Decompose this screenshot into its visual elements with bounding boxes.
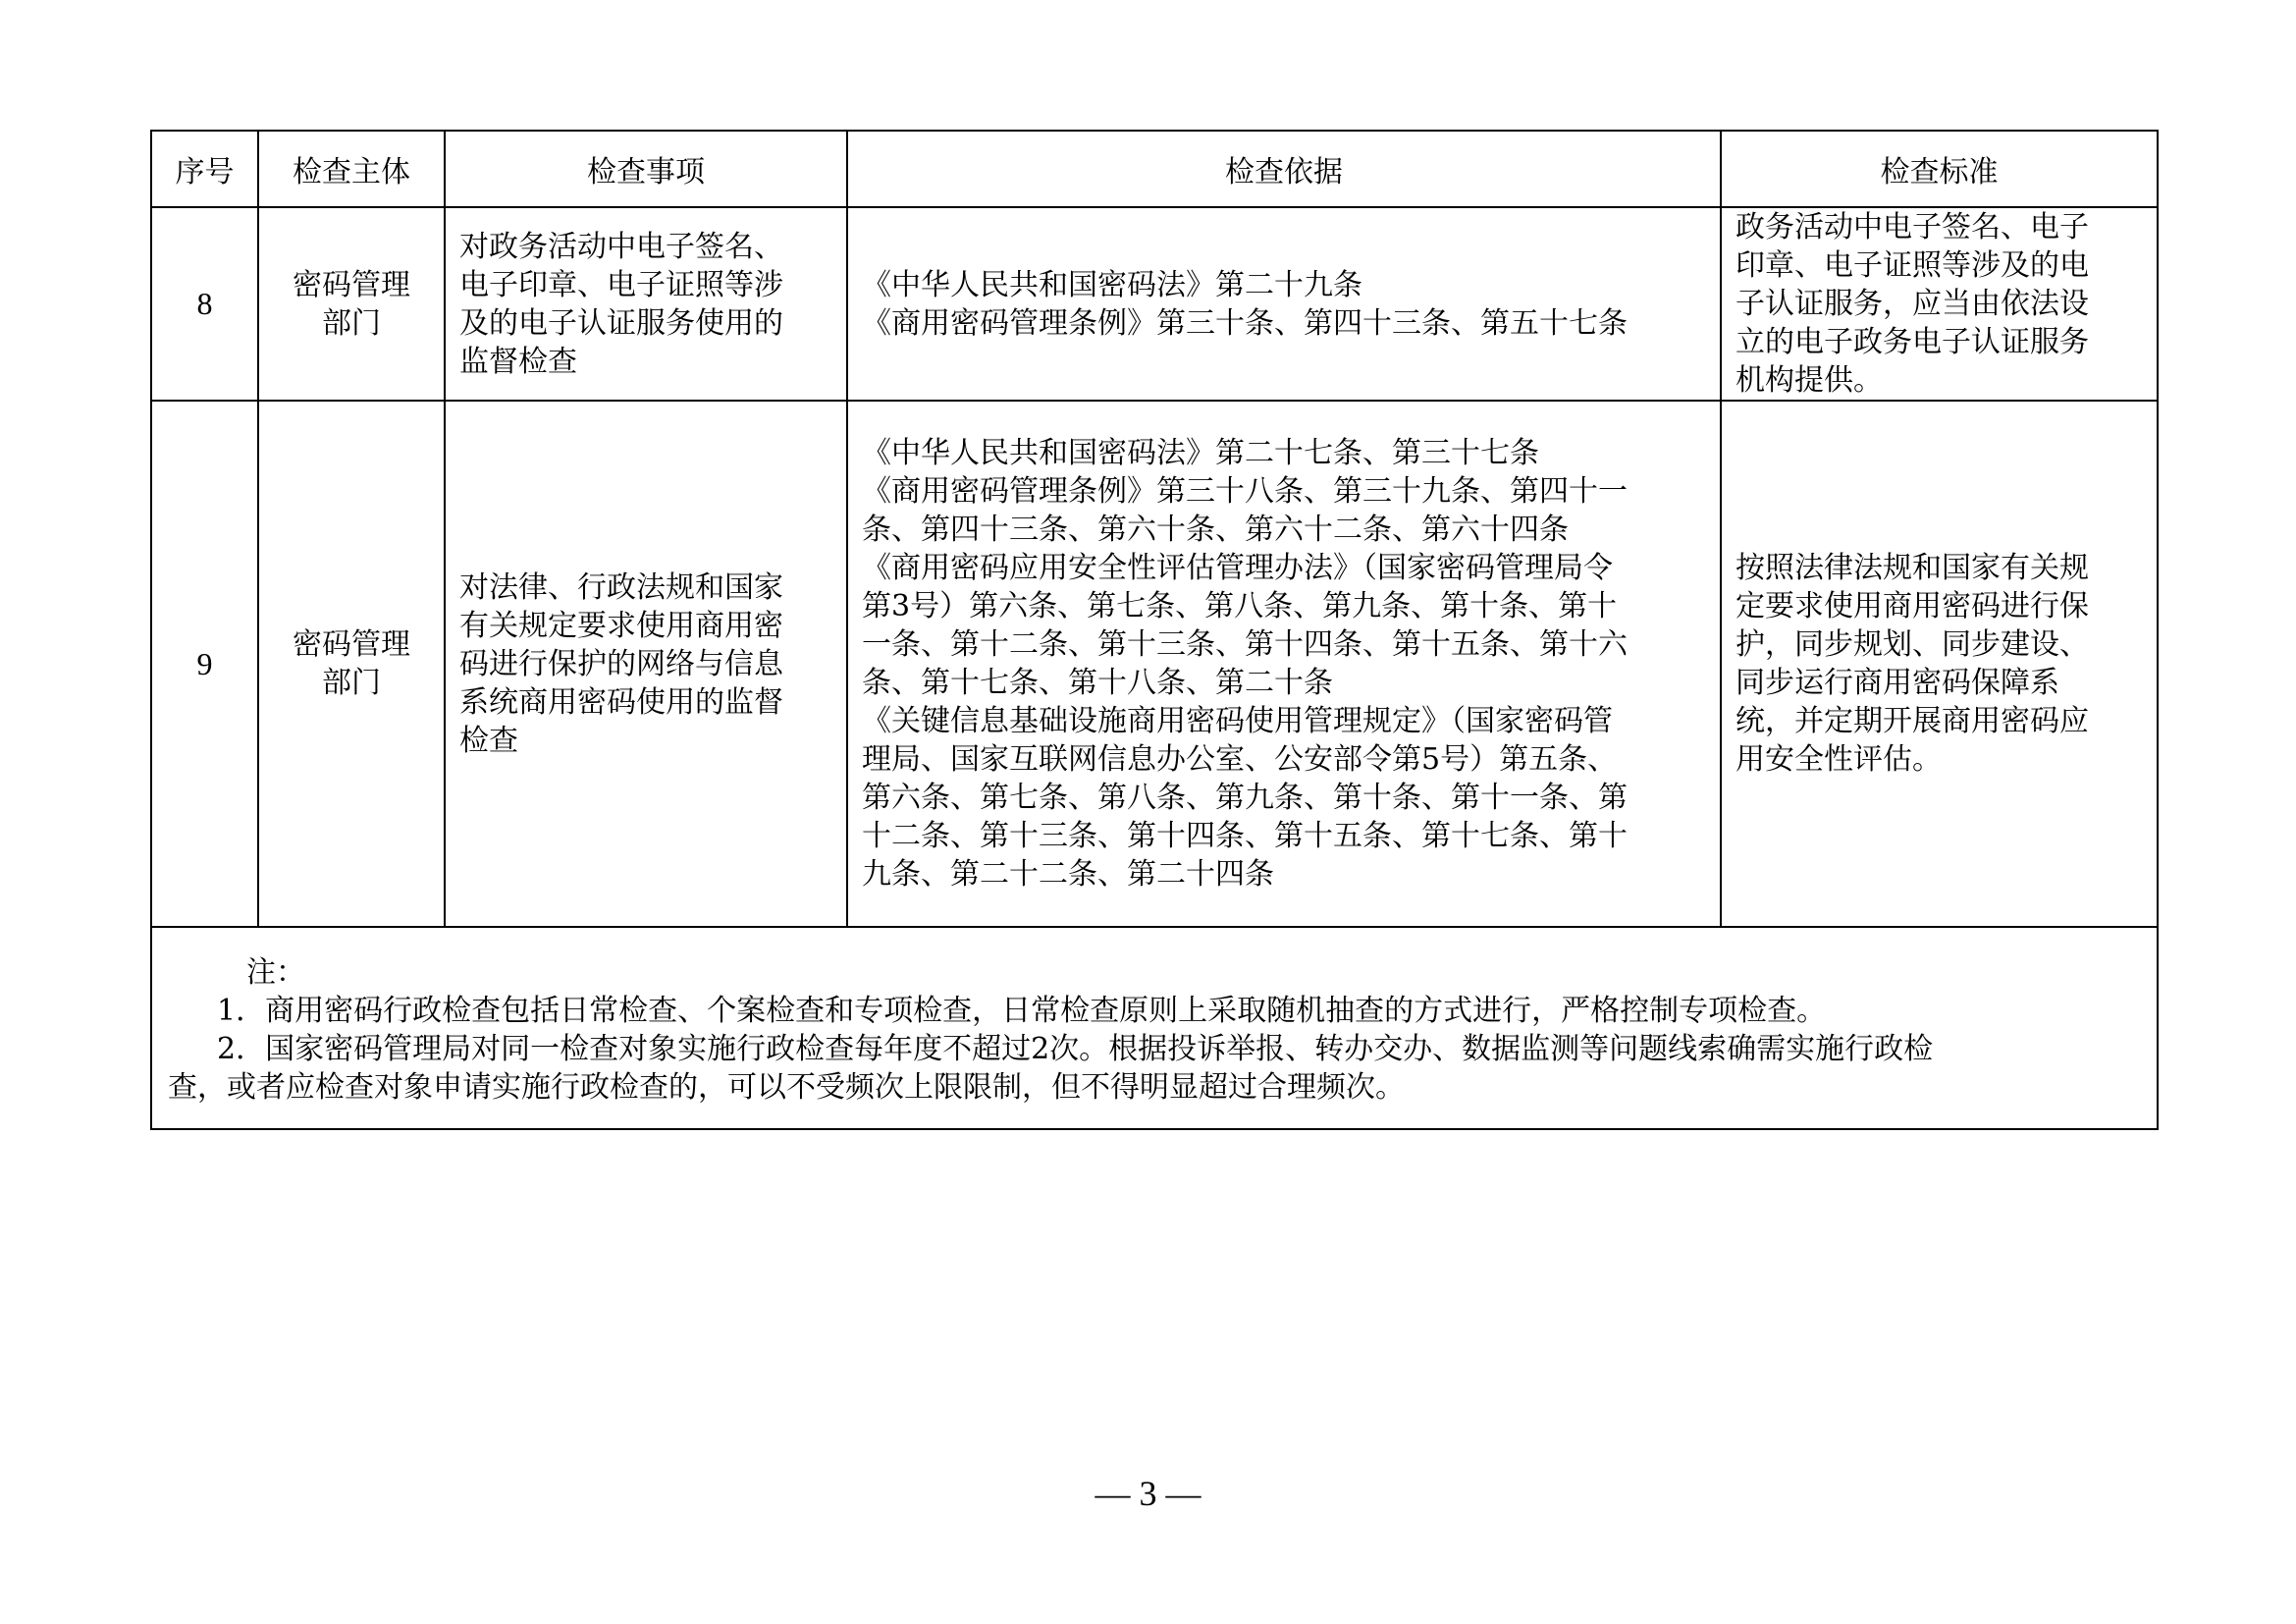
subject-line: 密码管理 bbox=[293, 267, 410, 302]
header-subject: 检查主体 bbox=[258, 131, 445, 207]
row-basis bbox=[847, 207, 1721, 401]
row-subject bbox=[258, 401, 445, 927]
basis-line: 《商用密码管理条例》第三十条、第四十三条、第五十七条 bbox=[862, 305, 1628, 341]
basis-line: 条、第十七条、第十八条、第二十条 bbox=[862, 666, 1333, 700]
table-row bbox=[151, 401, 2158, 927]
row-item bbox=[445, 401, 847, 927]
item-line: 有关规定要求使用商用密 bbox=[459, 608, 783, 643]
basis-line: 第3号）第六条、第七条、第八条、第九条、第十条、第十 bbox=[862, 589, 1618, 623]
header-item: 检查事项 bbox=[445, 131, 847, 207]
row-subject bbox=[258, 207, 445, 401]
standard-line: 机构提供。 bbox=[1735, 363, 1883, 398]
notes-cell bbox=[151, 927, 2158, 1129]
basis-line: 一条、第十二条、第十三条、第十四条、第十五条、第十六 bbox=[862, 627, 1628, 662]
header-basis: 检查依据 bbox=[847, 131, 1721, 207]
standard-line: 同步运行商用密码保障系 bbox=[1735, 666, 2059, 700]
basis-line: 条、第四十三条、第六十条、第六十二条、第六十四条 bbox=[862, 513, 1569, 547]
basis-line: 理局、国家互联网信息办公室、公安部令第5号）第五条、 bbox=[862, 742, 1618, 777]
item-line: 码进行保护的网络与信息 bbox=[459, 646, 783, 681]
table-row bbox=[151, 207, 2158, 401]
basis-line: 九条、第二十二条、第二十四条 bbox=[862, 857, 1274, 892]
item-line: 监督检查 bbox=[459, 344, 577, 379]
row-standard bbox=[1721, 207, 2158, 401]
subject-line: 部门 bbox=[322, 305, 381, 341]
standard-line: 立的电子政务电子认证服务 bbox=[1735, 325, 2089, 359]
basis-line: 《中华人民共和国密码法》第二十七条、第三十七条 bbox=[862, 436, 1539, 470]
header-no: 序号 bbox=[151, 131, 258, 207]
standard-line: 护，同步规划、同步建设、 bbox=[1735, 627, 2089, 662]
basis-line: 《商用密码管理条例》第三十八条、第三十九条、第四十一 bbox=[862, 474, 1628, 509]
basis-line: 《商用密码应用安全性评估管理办法》（国家密码管理局令 bbox=[862, 551, 1613, 585]
row-number: 9 bbox=[151, 401, 258, 927]
note-2-continued: 查，或者应检查对象申请实施行政检查的，可以不受频次上限限制，但不得明显超过合理频次。 bbox=[168, 1070, 1405, 1105]
table-header-row bbox=[151, 131, 2158, 207]
note-2: 2．国家密码管理局对同一检查对象实施行政检查每年度不超过2次。根据投诉举报、转办交办、数据监测等问题线索确需实施行政检 bbox=[217, 1032, 1934, 1066]
inspection-table bbox=[150, 130, 2159, 1130]
notes-row bbox=[151, 927, 2158, 1129]
basis-line: 第六条、第七条、第八条、第九条、第十条、第十一条、第 bbox=[862, 781, 1628, 815]
standard-line: 定要求使用商用密码进行保 bbox=[1735, 589, 2089, 623]
basis-line: 《关键信息基础设施商用密码使用管理规定》（国家密码管 bbox=[862, 704, 1613, 738]
row-number: 8 bbox=[151, 207, 258, 401]
item-line: 电子印章、电子证照等涉 bbox=[459, 267, 783, 302]
row-standard bbox=[1721, 401, 2158, 927]
standard-line: 子认证服务，应当由依法设 bbox=[1735, 287, 2089, 321]
item-line: 对政务活动中电子签名、 bbox=[459, 229, 783, 264]
notes-title: 注： bbox=[246, 955, 305, 990]
subject-line: 部门 bbox=[322, 666, 381, 700]
item-line: 及的电子认证服务使用的 bbox=[459, 305, 783, 341]
item-line: 检查 bbox=[459, 723, 518, 758]
inspection-table-container bbox=[150, 130, 2159, 1130]
standard-line: 统，并定期开展商用密码应 bbox=[1735, 704, 2089, 738]
standard-line: 按照法律法规和国家有关规 bbox=[1735, 551, 2089, 585]
row-item bbox=[445, 207, 847, 401]
standard-line: 政务活动中电子签名、电子 bbox=[1735, 210, 2089, 244]
note-1: 1．商用密码行政检查包括日常检查、个案检查和专项检查，日常检查原则上采取随机抽查的方式进行，严格控制专项检查。 bbox=[217, 994, 1827, 1028]
basis-line: 十二条、第十三条、第十四条、第十五条、第十七条、第十 bbox=[862, 819, 1628, 853]
item-line: 系统商用密码使用的监督 bbox=[459, 684, 783, 720]
row-basis bbox=[847, 401, 1721, 927]
basis-line: 《中华人民共和国密码法》第二十九条 bbox=[862, 267, 1362, 302]
subject-line: 密码管理 bbox=[293, 627, 410, 662]
standard-line: 用安全性评估。 bbox=[1735, 742, 1942, 777]
page-number: — 3 — bbox=[1095, 1474, 1201, 1513]
item-line: 对法律、行政法规和国家 bbox=[459, 569, 783, 605]
header-standard: 检查标准 bbox=[1721, 131, 2158, 207]
standard-line: 印章、电子证照等涉及的电 bbox=[1735, 248, 2089, 283]
